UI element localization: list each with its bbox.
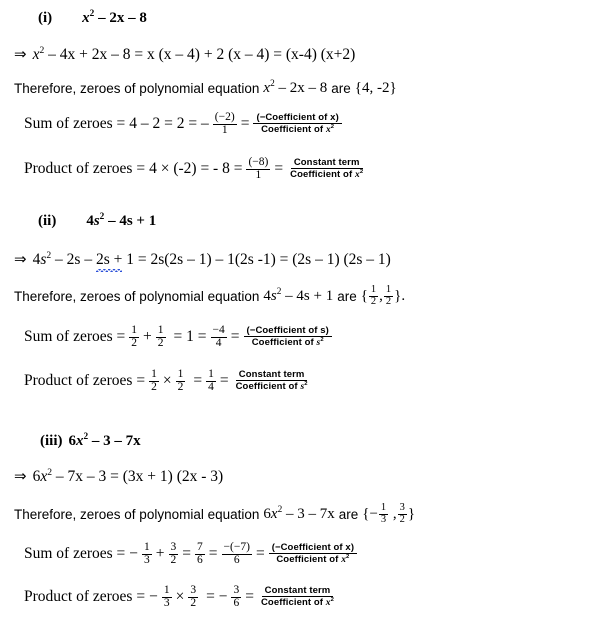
therefore-middle: are (338, 506, 359, 522)
part-iii-product-fraction-1 (231, 585, 241, 610)
therefore-middle: are (331, 81, 351, 96)
implies-arrow: ⇒ (14, 252, 27, 268)
part-ii-product-fraction-2 (233, 370, 311, 394)
times-sign: × (162, 372, 172, 390)
sum-label: Sum of zeroes = (24, 328, 126, 346)
fraction-numerator: Constant term (291, 158, 363, 170)
part-ii-sum-fraction-2 (244, 326, 332, 350)
fraction-denominator: 3 (144, 553, 150, 566)
fraction-denominator: 2 (370, 295, 377, 307)
part-iii-product-equals: = − (206, 588, 228, 606)
part-ii-product-equals: = (193, 372, 203, 390)
therefore-suffix: . (401, 287, 406, 304)
sum-label: Sum of zeroes = (24, 115, 126, 133)
fraction-denominator: 2 (131, 336, 138, 349)
part-i-sum-of-zeroes (24, 112, 346, 137)
fraction-numerator: 1 (131, 324, 138, 336)
part-ii-label: (ii) (38, 213, 57, 229)
part-iii-product-of-zeroes (24, 585, 341, 610)
fraction-numerator: 7 (197, 541, 203, 553)
part-i-step (14, 45, 355, 64)
fraction-denominator: 2 (151, 380, 157, 393)
part-i-sum-fraction-2 (253, 113, 341, 137)
part-iii-sum-term-b (169, 542, 179, 567)
product-label: Product of zeroes = (24, 160, 146, 178)
fraction-denominator: 2 (190, 596, 197, 609)
part-i-sum-expr: 4 – 2 = 2 = – (129, 115, 209, 133)
part-i-label: (i) (38, 10, 53, 26)
fraction-numerator: (−2) (214, 111, 235, 123)
part-ii-product-fraction-1 (206, 369, 216, 394)
zero-fraction-1 (369, 285, 378, 308)
fraction-denominator: 2 (157, 336, 164, 349)
fraction-numerator: Constant term (236, 370, 308, 382)
part-i-zeroes: {4, -2} (354, 80, 397, 96)
equals-sign: = (230, 328, 240, 346)
fraction-numerator: (−8) (248, 156, 269, 168)
part-ii-heading (38, 213, 156, 230)
part-ii-therefore-expression: $4s^2 - 4s + 1$ (263, 286, 334, 304)
part-ii-sum-of-zeroes (24, 325, 336, 350)
part-ii-product-term-a (149, 369, 159, 394)
fraction-numerator: 1 (370, 284, 377, 295)
fraction-denominator: 6 (197, 553, 203, 566)
fraction-numerator: 1 (385, 284, 392, 295)
fraction-numerator: (−Coefficient of s) (244, 326, 332, 338)
fraction-denominator: 1 (255, 168, 262, 181)
fraction-numerator: 3 (190, 584, 197, 596)
fraction-numerator: 1 (163, 584, 170, 596)
fraction-denominator: Coefficient of $x^2$ (261, 124, 335, 136)
part-ii-sum-term-a (129, 325, 139, 350)
fraction-numerator: 3 (233, 584, 240, 596)
fraction-numerator: −(−7) (223, 541, 250, 553)
part-iii-sum-equals-2: = (208, 545, 218, 563)
part-i-heading (38, 10, 147, 27)
sum-label: Sum of zeroes = (24, 545, 126, 563)
fraction-denominator: Coefficient of $x^2$ (260, 597, 335, 609)
grammar-flagged-text: 2s + (95, 250, 123, 268)
part-iii-sum-equals-1: = (182, 545, 192, 563)
equals-sign: = (245, 588, 254, 606)
part-iii-heading (40, 433, 141, 450)
equals-sign: = (240, 115, 250, 133)
fraction-numerator: 1 (380, 502, 387, 513)
fraction-numerator: 3 (399, 502, 405, 513)
product-label: Product of zeroes = (24, 588, 146, 606)
fraction-denominator: Coefficient of $x^2$ (290, 169, 364, 181)
part-iii-product-fraction-2 (258, 586, 337, 610)
part-ii-step-text: $4s^2 - 2s - 2s + 1 = 2s(2s - 1) - 1(2s$ -1) = (2s – 1) (2s – 1) (32, 249, 391, 268)
part-iii-therefore (14, 503, 415, 526)
fraction-denominator: 2 (399, 513, 405, 525)
fraction-numerator: (−Coefficient of x) (253, 113, 341, 125)
fraction-denominator: 3 (163, 596, 170, 609)
part-ii-sum-fraction-1 (211, 325, 227, 350)
part-iii-sum-term-c (195, 542, 205, 567)
fraction-denominator: 1 (221, 123, 228, 136)
part-iii-therefore-expression: $6x^2 - 3 - 7x$ (263, 504, 335, 522)
part-i-product-of-zeroes (24, 157, 370, 182)
part-iii-step (14, 467, 223, 486)
part-i-therefore-expression: $x^2 - 2x - 8$ (263, 79, 328, 96)
part-iii-step-text: $6x^2 - 7x - 3 = (3x + 1)$ (2x - 3) (32, 466, 224, 485)
fraction-denominator: 6 (233, 596, 240, 609)
part-i-sum-fraction-1 (213, 112, 237, 137)
part-ii-zeroes: { $\frac{1}{2}$ , $\frac{1}{2}$ }. (360, 284, 406, 307)
therefore-prefix: Therefore, zeroes of polynomial equation (14, 506, 260, 522)
fraction-numerator: 1 (157, 324, 164, 336)
fraction-denominator: Coefficient of $s^2$ (251, 337, 324, 349)
part-ii-product-of-zeroes (24, 369, 315, 394)
part-ii-product-term-b (176, 369, 186, 394)
part-ii-sum-term-b (156, 325, 166, 350)
part-iii-sum-term-a (142, 542, 152, 567)
equals-sign: = (274, 160, 284, 178)
times-sign: × (175, 588, 185, 606)
fraction-denominator: Coefficient of $s^2$ (235, 381, 308, 393)
part-iii-sum-of-zeroes (24, 542, 361, 567)
part-i-therefore (14, 80, 397, 97)
fraction-denominator: Coefficient of $x^2$ (276, 554, 350, 566)
part-ii-therefore (14, 285, 405, 308)
fraction-denominator: 4 (215, 336, 222, 349)
part-iii-product-term-a (162, 585, 172, 610)
fraction-denominator: 3 (380, 513, 387, 525)
part-iii-sum-fraction-1 (222, 542, 252, 567)
part-i-expression: $x^2 - 2x - 8$ (82, 9, 147, 26)
part-ii-step (14, 250, 391, 269)
minus-sign: − (149, 588, 158, 606)
fraction-denominator: 2 (385, 295, 392, 307)
part-i-product-fraction-1 (246, 157, 270, 182)
implies-arrow: ⇒ (14, 469, 27, 485)
minus-sign: − (129, 545, 139, 563)
part-iii-label: (iii) (40, 433, 63, 449)
zero-fraction-1 (379, 503, 388, 526)
equals-sign: = (255, 545, 265, 563)
zero-fraction-2 (398, 503, 407, 526)
part-ii-sum-equals-one: = 1 = (173, 328, 207, 346)
plus-sign: + (155, 545, 165, 563)
part-i-step-text: $x^2 - 4x + 2x - 8 = x$ (x – 4) + 2 (x – 4) = (x-4) (x+2) (32, 44, 356, 63)
fraction-denominator: 4 (208, 380, 214, 393)
implies-arrow: ⇒ (14, 47, 27, 63)
fraction-numerator: (−Coefficient of x) (269, 543, 357, 555)
part-iii-product-term-b (188, 585, 198, 610)
fraction-numerator: 1 (151, 368, 157, 380)
part-iii-zeroes: {− $\frac{1}{3}$ , $\frac{3}{2}$ } (362, 502, 416, 525)
therefore-prefix: Therefore, zeroes of polynomial equation (14, 288, 260, 304)
fraction-denominator: 2 (170, 553, 177, 566)
part-iii-sum-fraction-2 (269, 543, 357, 567)
therefore-prefix: Therefore, zeroes of polynomial equation (14, 81, 260, 96)
part-i-product-expr: 4 × (-2) = - 8 = (149, 160, 243, 178)
fraction-numerator: 1 (208, 368, 214, 380)
part-ii-expression: $4s^2 - 4s + 1$ (86, 212, 157, 229)
fraction-numerator: 1 (144, 541, 150, 553)
equals-sign: = (219, 372, 229, 390)
fraction-numerator: 3 (170, 541, 177, 553)
part-i-product-fraction-2 (287, 158, 366, 182)
fraction-denominator: 6 (233, 553, 240, 566)
product-label: Product of zeroes = (24, 372, 146, 390)
plus-sign: + (143, 328, 152, 346)
fraction-numerator: 1 (177, 368, 184, 380)
zero-fraction-2 (384, 285, 393, 308)
fraction-numerator: −4 (212, 324, 225, 336)
therefore-middle: are (337, 288, 357, 304)
fraction-numerator: Constant term (262, 586, 334, 598)
part-iii-expression: $6x^2 - 3 - 7x$ (68, 432, 141, 449)
fraction-denominator: 2 (177, 380, 184, 393)
